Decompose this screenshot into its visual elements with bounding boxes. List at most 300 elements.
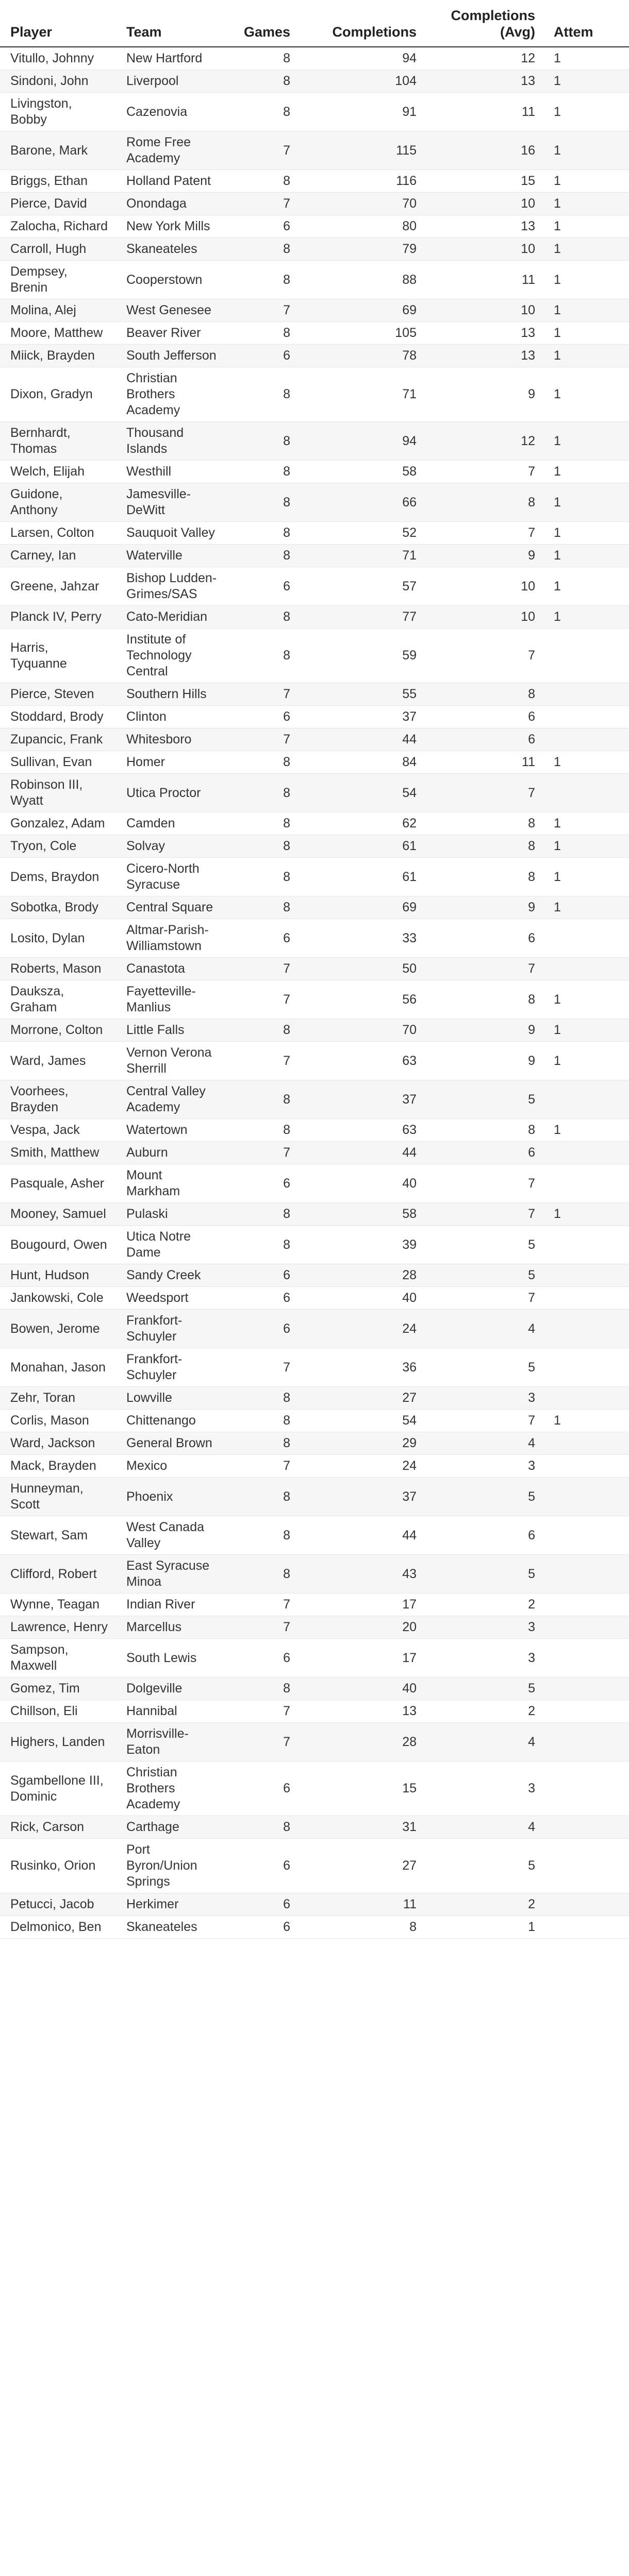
cell-completions-avg: 4 bbox=[428, 1310, 547, 1348]
table-row bbox=[0, 422, 629, 461]
table-row bbox=[0, 1816, 629, 1839]
cell-completions: 77 bbox=[302, 606, 428, 629]
cell-team: Canastota bbox=[116, 958, 227, 980]
cell-completions-avg: 6 bbox=[428, 728, 547, 751]
table-row bbox=[0, 299, 629, 322]
cell-team: Institute of Technology Central bbox=[116, 629, 227, 683]
cell-games: 8 bbox=[227, 1432, 302, 1455]
cell-completions-avg: 11 bbox=[428, 261, 547, 299]
cell-team: South Jefferson bbox=[116, 345, 227, 367]
cell-completions: 79 bbox=[302, 238, 428, 261]
cell-team: Chittenango bbox=[116, 1410, 227, 1432]
cell-attempts bbox=[547, 629, 629, 683]
cell-games: 6 bbox=[227, 1287, 302, 1310]
table-row bbox=[0, 93, 629, 131]
table-row bbox=[0, 1410, 629, 1432]
column-header-completions-avg[interactable]: Completions (Avg) bbox=[428, 0, 547, 47]
cell-team: Skaneateles bbox=[116, 238, 227, 261]
column-header-attempts[interactable]: Attem bbox=[547, 0, 629, 47]
cell-player: Rusinko, Orion bbox=[0, 1839, 116, 1893]
cell-completions: 63 bbox=[302, 1042, 428, 1080]
cell-player: Morrone, Colton bbox=[0, 1019, 116, 1042]
cell-team: Frankfort-Schuyler bbox=[116, 1310, 227, 1348]
cell-attempts: 1 bbox=[547, 70, 629, 93]
cell-player: Losito, Dylan bbox=[0, 919, 116, 958]
table-row bbox=[0, 606, 629, 629]
cell-completions-avg: 10 bbox=[428, 299, 547, 322]
table-row bbox=[0, 1616, 629, 1639]
cell-completions-avg: 7 bbox=[428, 461, 547, 483]
cell-player: Highers, Landen bbox=[0, 1723, 116, 1761]
table-row bbox=[0, 238, 629, 261]
cell-attempts bbox=[547, 1594, 629, 1616]
cell-completions-avg: 3 bbox=[428, 1761, 547, 1816]
cell-team: New Hartford bbox=[116, 47, 227, 70]
cell-completions: 27 bbox=[302, 1387, 428, 1410]
cell-player: Sobotka, Brody bbox=[0, 896, 116, 919]
cell-attempts: 1 bbox=[547, 299, 629, 322]
cell-team: Dolgeville bbox=[116, 1677, 227, 1700]
cell-attempts: 1 bbox=[547, 835, 629, 858]
cell-team: Cato-Meridian bbox=[116, 606, 227, 629]
table-row bbox=[0, 1916, 629, 1939]
table-row bbox=[0, 1677, 629, 1700]
cell-games: 8 bbox=[227, 70, 302, 93]
cell-player: Bougourd, Owen bbox=[0, 1226, 116, 1264]
table-row bbox=[0, 1119, 629, 1142]
cell-completions: 50 bbox=[302, 958, 428, 980]
cell-team: Mexico bbox=[116, 1455, 227, 1478]
cell-games: 6 bbox=[227, 1264, 302, 1287]
cell-player: Zehr, Toran bbox=[0, 1387, 116, 1410]
cell-completions-avg: 7 bbox=[428, 774, 547, 812]
cell-completions-avg: 10 bbox=[428, 606, 547, 629]
cell-team: Sandy Creek bbox=[116, 1264, 227, 1287]
cell-completions-avg: 15 bbox=[428, 170, 547, 193]
cell-completions-avg: 11 bbox=[428, 93, 547, 131]
cell-attempts: 1 bbox=[547, 567, 629, 606]
table-row bbox=[0, 322, 629, 345]
cell-player: Hunneyman, Scott bbox=[0, 1478, 116, 1516]
cell-games: 8 bbox=[227, 1080, 302, 1119]
cell-completions: 78 bbox=[302, 345, 428, 367]
cell-attempts bbox=[547, 728, 629, 751]
cell-completions: 116 bbox=[302, 170, 428, 193]
table-row bbox=[0, 1455, 629, 1478]
cell-completions-avg: 13 bbox=[428, 70, 547, 93]
cell-team: Camden bbox=[116, 812, 227, 835]
cell-attempts: 1 bbox=[547, 193, 629, 215]
cell-player: Dauksza, Graham bbox=[0, 980, 116, 1019]
cell-team: Liverpool bbox=[116, 70, 227, 93]
cell-completions: 44 bbox=[302, 1142, 428, 1164]
cell-team: Carthage bbox=[116, 1816, 227, 1839]
column-header-team[interactable]: Team bbox=[116, 0, 227, 47]
cell-player: Zalocha, Richard bbox=[0, 215, 116, 238]
cell-completions: 84 bbox=[302, 751, 428, 774]
cell-games: 7 bbox=[227, 1594, 302, 1616]
cell-completions-avg: 16 bbox=[428, 131, 547, 170]
table-row bbox=[0, 1348, 629, 1387]
header-row bbox=[0, 0, 629, 47]
cell-completions: 20 bbox=[302, 1616, 428, 1639]
cell-attempts bbox=[547, 1348, 629, 1387]
cell-games: 8 bbox=[227, 1203, 302, 1226]
cell-completions: 104 bbox=[302, 70, 428, 93]
cell-team: Central Valley Academy bbox=[116, 1080, 227, 1119]
cell-attempts bbox=[547, 774, 629, 812]
cell-player: Petucci, Jacob bbox=[0, 1893, 116, 1916]
cell-completions-avg: 10 bbox=[428, 238, 547, 261]
cell-team: Auburn bbox=[116, 1142, 227, 1164]
table-row bbox=[0, 1042, 629, 1080]
cell-attempts: 1 bbox=[547, 322, 629, 345]
column-header-completions[interactable]: Completions bbox=[302, 0, 428, 47]
cell-player: Molina, Alej bbox=[0, 299, 116, 322]
cell-completions-avg: 7 bbox=[428, 629, 547, 683]
table-row bbox=[0, 483, 629, 522]
cell-player: Bernhardt, Thomas bbox=[0, 422, 116, 461]
cell-games: 8 bbox=[227, 322, 302, 345]
cell-games: 7 bbox=[227, 1723, 302, 1761]
cell-team: Weedsport bbox=[116, 1287, 227, 1310]
cell-completions: 24 bbox=[302, 1310, 428, 1348]
cell-games: 7 bbox=[227, 728, 302, 751]
cell-team: Central Square bbox=[116, 896, 227, 919]
cell-completions-avg: 8 bbox=[428, 980, 547, 1019]
cell-completions-avg: 7 bbox=[428, 1287, 547, 1310]
cell-completions-avg: 8 bbox=[428, 483, 547, 522]
cell-attempts: 1 bbox=[547, 522, 629, 545]
cell-completions-avg: 7 bbox=[428, 958, 547, 980]
cell-team: Indian River bbox=[116, 1594, 227, 1616]
cell-player: Briggs, Ethan bbox=[0, 170, 116, 193]
cell-completions: 11 bbox=[302, 1893, 428, 1916]
table-row bbox=[0, 567, 629, 606]
cell-completions: 69 bbox=[302, 299, 428, 322]
cell-attempts: 1 bbox=[547, 896, 629, 919]
table-row bbox=[0, 131, 629, 170]
cell-completions-avg: 1 bbox=[428, 1916, 547, 1939]
cell-attempts bbox=[547, 1478, 629, 1516]
cell-games: 8 bbox=[227, 1387, 302, 1410]
cell-attempts: 1 bbox=[547, 980, 629, 1019]
cell-player: Greene, Jahzar bbox=[0, 567, 116, 606]
table-row bbox=[0, 545, 629, 567]
table-row bbox=[0, 629, 629, 683]
cell-games: 8 bbox=[227, 93, 302, 131]
cell-games: 7 bbox=[227, 1348, 302, 1387]
cell-completions: 28 bbox=[302, 1723, 428, 1761]
cell-attempts bbox=[547, 1916, 629, 1939]
cell-completions-avg: 2 bbox=[428, 1700, 547, 1723]
cell-attempts: 1 bbox=[547, 1410, 629, 1432]
cell-player: Gomez, Tim bbox=[0, 1677, 116, 1700]
cell-player: Sampson, Maxwell bbox=[0, 1639, 116, 1677]
cell-completions: 105 bbox=[302, 322, 428, 345]
cell-completions: 54 bbox=[302, 774, 428, 812]
cell-completions: 70 bbox=[302, 193, 428, 215]
cell-player: Pasquale, Asher bbox=[0, 1164, 116, 1203]
cell-games: 6 bbox=[227, 567, 302, 606]
cell-player: Hunt, Hudson bbox=[0, 1264, 116, 1287]
cell-completions: 61 bbox=[302, 858, 428, 896]
cell-team: Cicero-North Syracuse bbox=[116, 858, 227, 896]
cell-player: Robinson III, Wyatt bbox=[0, 774, 116, 812]
cell-completions-avg: 8 bbox=[428, 683, 547, 706]
cell-attempts bbox=[547, 1455, 629, 1478]
cell-games: 7 bbox=[227, 1042, 302, 1080]
cell-attempts: 1 bbox=[547, 812, 629, 835]
cell-games: 8 bbox=[227, 238, 302, 261]
cell-team: Westhill bbox=[116, 461, 227, 483]
cell-completions-avg: 3 bbox=[428, 1616, 547, 1639]
cell-team: Cooperstown bbox=[116, 261, 227, 299]
table-row bbox=[0, 1142, 629, 1164]
cell-completions-avg: 7 bbox=[428, 522, 547, 545]
cell-games: 7 bbox=[227, 193, 302, 215]
cell-team: Little Falls bbox=[116, 1019, 227, 1042]
table-row bbox=[0, 835, 629, 858]
cell-player: Gonzalez, Adam bbox=[0, 812, 116, 835]
cell-team: Mount Markham bbox=[116, 1164, 227, 1203]
cell-attempts bbox=[547, 1080, 629, 1119]
cell-games: 7 bbox=[227, 980, 302, 1019]
cell-player: Roberts, Mason bbox=[0, 958, 116, 980]
cell-attempts bbox=[547, 1677, 629, 1700]
cell-completions-avg: 2 bbox=[428, 1893, 547, 1916]
cell-attempts: 1 bbox=[547, 1203, 629, 1226]
cell-completions: 39 bbox=[302, 1226, 428, 1264]
cell-player: Miick, Brayden bbox=[0, 345, 116, 367]
cell-completions-avg: 13 bbox=[428, 215, 547, 238]
cell-completions: 70 bbox=[302, 1019, 428, 1042]
table-row bbox=[0, 1019, 629, 1042]
cell-team: West Canada Valley bbox=[116, 1516, 227, 1555]
cell-completions: 94 bbox=[302, 422, 428, 461]
table-row bbox=[0, 1639, 629, 1677]
cell-games: 8 bbox=[227, 835, 302, 858]
table-row bbox=[0, 1700, 629, 1723]
cell-completions: 31 bbox=[302, 1816, 428, 1839]
table-row bbox=[0, 1516, 629, 1555]
cell-completions-avg: 7 bbox=[428, 1203, 547, 1226]
cell-completions: 44 bbox=[302, 1516, 428, 1555]
cell-attempts bbox=[547, 1639, 629, 1677]
cell-team: General Brown bbox=[116, 1432, 227, 1455]
cell-attempts: 1 bbox=[547, 751, 629, 774]
cell-player: Livingston, Bobby bbox=[0, 93, 116, 131]
cell-team: Pulaski bbox=[116, 1203, 227, 1226]
table-row bbox=[0, 1723, 629, 1761]
cell-player: Dempsey, Brenin bbox=[0, 261, 116, 299]
table-row bbox=[0, 522, 629, 545]
cell-team: Phoenix bbox=[116, 1478, 227, 1516]
table-row bbox=[0, 774, 629, 812]
table-row bbox=[0, 1287, 629, 1310]
table-row bbox=[0, 683, 629, 706]
table-row bbox=[0, 215, 629, 238]
cell-games: 7 bbox=[227, 1455, 302, 1478]
table-row bbox=[0, 47, 629, 70]
cell-team: Christian Brothers Academy bbox=[116, 1761, 227, 1816]
cell-completions: 37 bbox=[302, 1080, 428, 1119]
cell-attempts bbox=[547, 683, 629, 706]
cell-team: Vernon Verona Sherrill bbox=[116, 1042, 227, 1080]
cell-attempts bbox=[547, 1264, 629, 1287]
cell-team: Onondaga bbox=[116, 193, 227, 215]
cell-completions-avg: 8 bbox=[428, 858, 547, 896]
column-header-player[interactable]: Player bbox=[0, 0, 116, 47]
cell-team: Lowville bbox=[116, 1387, 227, 1410]
cell-games: 8 bbox=[227, 1555, 302, 1594]
cell-player: Zupancic, Frank bbox=[0, 728, 116, 751]
table-row bbox=[0, 70, 629, 93]
cell-player: Sindoni, John bbox=[0, 70, 116, 93]
table-row bbox=[0, 1226, 629, 1264]
cell-completions: 54 bbox=[302, 1410, 428, 1432]
cell-player: Dems, Braydon bbox=[0, 858, 116, 896]
table-row bbox=[0, 1839, 629, 1893]
table-row bbox=[0, 812, 629, 835]
cell-completions-avg: 5 bbox=[428, 1478, 547, 1516]
cell-team: Christian Brothers Academy bbox=[116, 367, 227, 422]
cell-games: 7 bbox=[227, 1616, 302, 1639]
cell-completions-avg: 6 bbox=[428, 706, 547, 728]
cell-team: Bishop Ludden-Grimes/SAS bbox=[116, 567, 227, 606]
cell-completions: 13 bbox=[302, 1700, 428, 1723]
cell-attempts bbox=[547, 1893, 629, 1916]
cell-player: Bowen, Jerome bbox=[0, 1310, 116, 1348]
cell-attempts bbox=[547, 1164, 629, 1203]
cell-games: 8 bbox=[227, 751, 302, 774]
cell-team: West Genesee bbox=[116, 299, 227, 322]
cell-team: Southern Hills bbox=[116, 683, 227, 706]
cell-completions-avg: 5 bbox=[428, 1348, 547, 1387]
cell-attempts: 1 bbox=[547, 215, 629, 238]
cell-games: 8 bbox=[227, 629, 302, 683]
cell-attempts: 1 bbox=[547, 345, 629, 367]
cell-completions: 29 bbox=[302, 1432, 428, 1455]
cell-games: 6 bbox=[227, 1164, 302, 1203]
cell-attempts bbox=[547, 1226, 629, 1264]
table-row bbox=[0, 1387, 629, 1410]
cell-games: 8 bbox=[227, 461, 302, 483]
table-row bbox=[0, 1432, 629, 1455]
cell-completions: 28 bbox=[302, 1264, 428, 1287]
cell-team: Sauquoit Valley bbox=[116, 522, 227, 545]
cell-player: Tryon, Cole bbox=[0, 835, 116, 858]
cell-team: Fayetteville-Manlius bbox=[116, 980, 227, 1019]
cell-completions: 37 bbox=[302, 1478, 428, 1516]
cell-games: 8 bbox=[227, 47, 302, 70]
table-row bbox=[0, 1080, 629, 1119]
cell-games: 6 bbox=[227, 919, 302, 958]
cell-games: 6 bbox=[227, 1310, 302, 1348]
cell-completions-avg: 4 bbox=[428, 1723, 547, 1761]
column-header-games[interactable]: Games bbox=[227, 0, 302, 47]
cell-team: Beaver River bbox=[116, 322, 227, 345]
cell-completions-avg: 8 bbox=[428, 812, 547, 835]
cell-completions-avg: 6 bbox=[428, 919, 547, 958]
cell-attempts bbox=[547, 706, 629, 728]
cell-attempts: 1 bbox=[547, 461, 629, 483]
cell-attempts: 1 bbox=[547, 606, 629, 629]
cell-player: Clifford, Robert bbox=[0, 1555, 116, 1594]
cell-games: 8 bbox=[227, 1478, 302, 1516]
table-row bbox=[0, 461, 629, 483]
cell-player: Voorhees, Brayden bbox=[0, 1080, 116, 1119]
cell-attempts bbox=[547, 1761, 629, 1816]
cell-games: 6 bbox=[227, 345, 302, 367]
cell-team: Altmar-Parish-Williamstown bbox=[116, 919, 227, 958]
cell-completions: 94 bbox=[302, 47, 428, 70]
cell-team: East Syracuse Minoa bbox=[116, 1555, 227, 1594]
cell-attempts: 1 bbox=[547, 93, 629, 131]
table-row bbox=[0, 706, 629, 728]
cell-player: Barone, Mark bbox=[0, 131, 116, 170]
cell-games: 8 bbox=[227, 483, 302, 522]
table-row bbox=[0, 919, 629, 958]
cell-completions-avg: 6 bbox=[428, 1142, 547, 1164]
cell-completions-avg: 13 bbox=[428, 322, 547, 345]
cell-attempts bbox=[547, 1287, 629, 1310]
cell-completions: 57 bbox=[302, 567, 428, 606]
cell-attempts bbox=[547, 1432, 629, 1455]
cell-completions: 91 bbox=[302, 93, 428, 131]
cell-team: New York Mills bbox=[116, 215, 227, 238]
cell-attempts bbox=[547, 1555, 629, 1594]
cell-completions-avg: 9 bbox=[428, 896, 547, 919]
cell-games: 8 bbox=[227, 1516, 302, 1555]
cell-games: 8 bbox=[227, 1119, 302, 1142]
cell-games: 8 bbox=[227, 522, 302, 545]
cell-player: Sgambellone III, Dominic bbox=[0, 1761, 116, 1816]
cell-completions: 88 bbox=[302, 261, 428, 299]
cell-attempts bbox=[547, 1142, 629, 1164]
cell-completions: 62 bbox=[302, 812, 428, 835]
cell-games: 7 bbox=[227, 958, 302, 980]
cell-completions: 40 bbox=[302, 1677, 428, 1700]
table-row bbox=[0, 1761, 629, 1816]
cell-player: Planck IV, Perry bbox=[0, 606, 116, 629]
cell-attempts: 1 bbox=[547, 261, 629, 299]
cell-player: Ward, Jackson bbox=[0, 1432, 116, 1455]
cell-completions: 43 bbox=[302, 1555, 428, 1594]
cell-player: Harris, Tyquanne bbox=[0, 629, 116, 683]
cell-games: 8 bbox=[227, 1816, 302, 1839]
cell-team: Holland Patent bbox=[116, 170, 227, 193]
cell-team: Whitesboro bbox=[116, 728, 227, 751]
cell-completions-avg: 5 bbox=[428, 1226, 547, 1264]
cell-attempts bbox=[547, 1616, 629, 1639]
cell-games: 8 bbox=[227, 1410, 302, 1432]
table-row bbox=[0, 1203, 629, 1226]
cell-attempts: 1 bbox=[547, 858, 629, 896]
table-row bbox=[0, 896, 629, 919]
table-row bbox=[0, 1555, 629, 1594]
table-row bbox=[0, 1264, 629, 1287]
cell-player: Welch, Elijah bbox=[0, 461, 116, 483]
cell-games: 8 bbox=[227, 261, 302, 299]
cell-team: Rome Free Academy bbox=[116, 131, 227, 170]
cell-games: 8 bbox=[227, 606, 302, 629]
table-row bbox=[0, 980, 629, 1019]
cell-completions-avg: 13 bbox=[428, 345, 547, 367]
cell-player: Delmonico, Ben bbox=[0, 1916, 116, 1939]
cell-attempts: 1 bbox=[547, 1119, 629, 1142]
cell-completions-avg: 3 bbox=[428, 1387, 547, 1410]
